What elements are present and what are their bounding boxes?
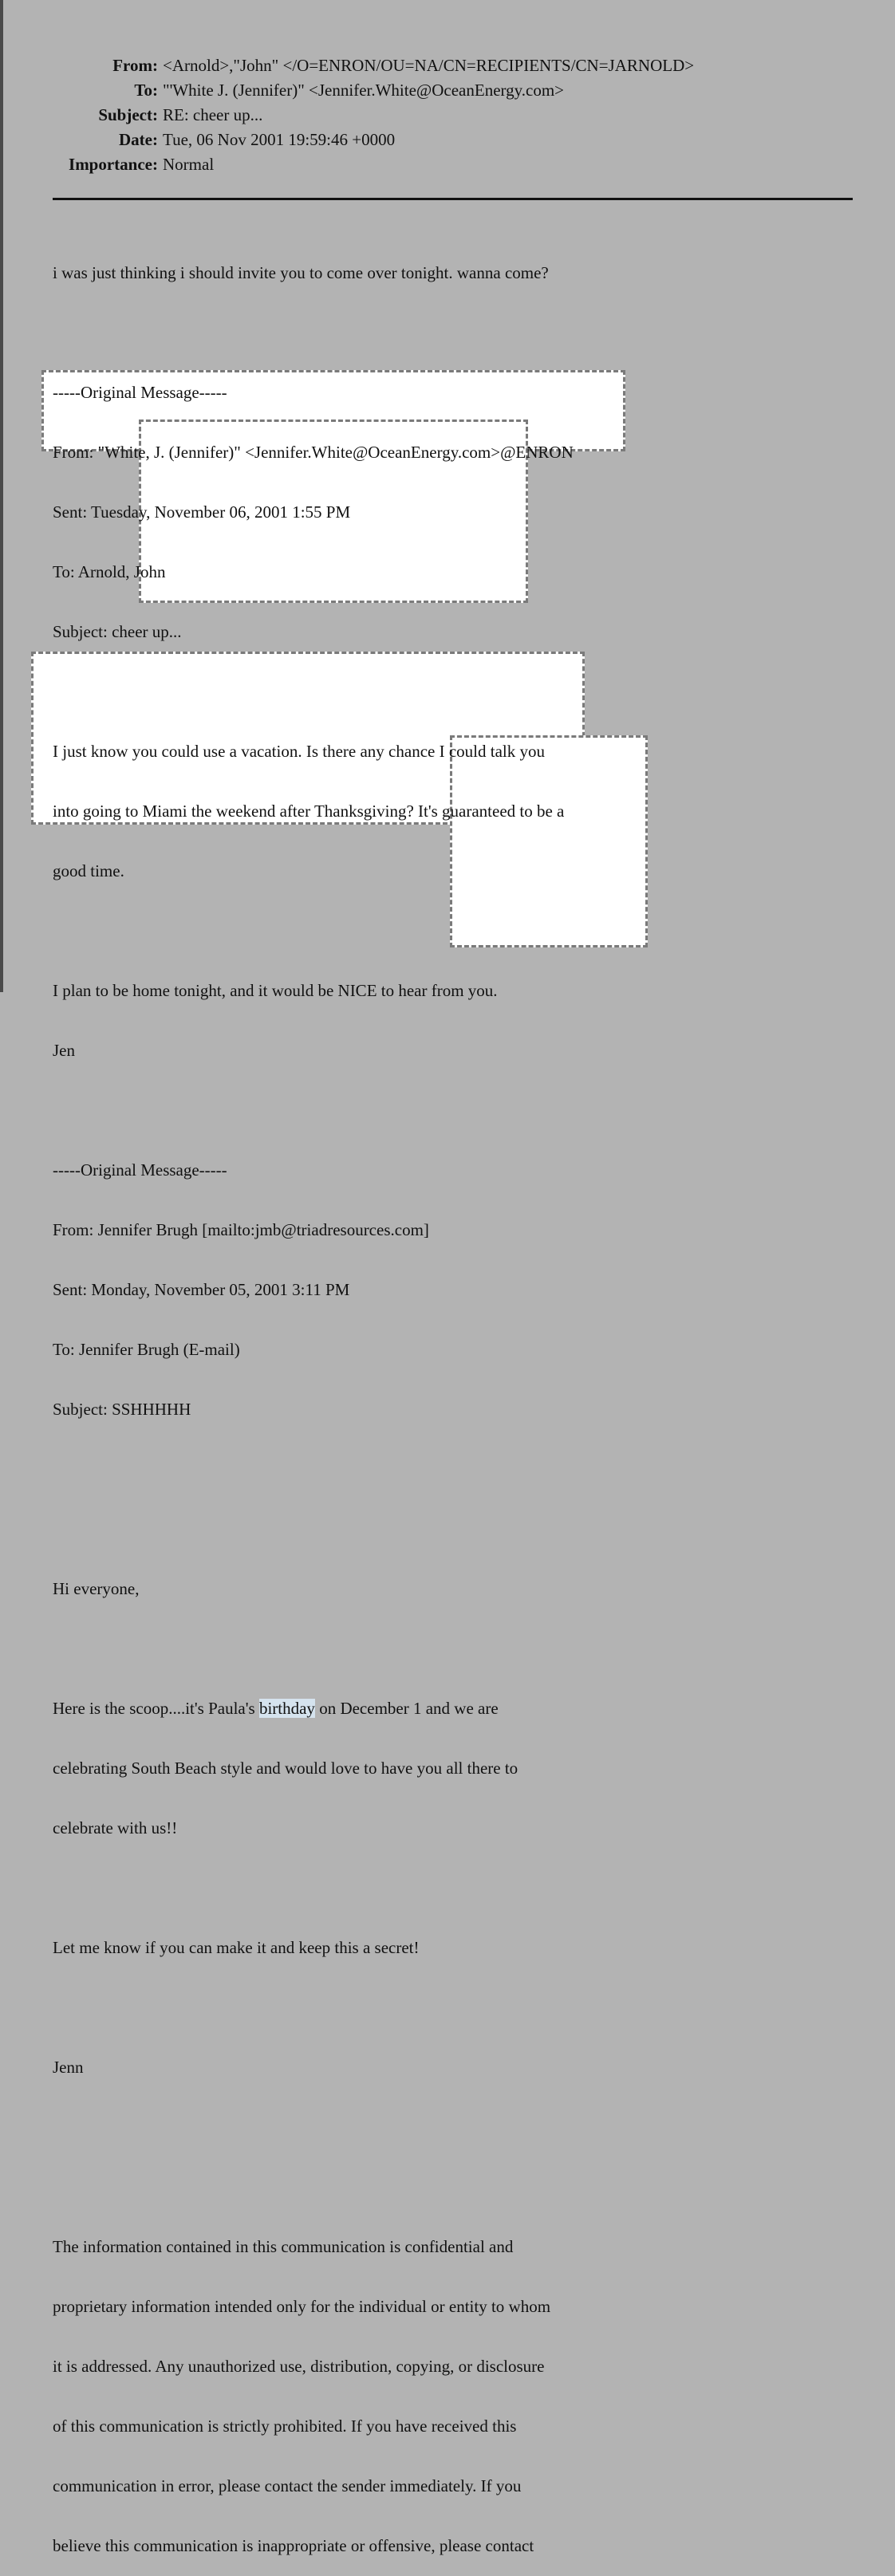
message-line: into going to Miami the weekend after Thanksgiving? It's guaranteed to be a [53,802,565,821]
message-line: celebrate with us!! [53,1818,178,1837]
original-message-divider: -----Original Message----- [53,1160,227,1180]
reply-text: i was just thinking i should invite you to come over tonight. wanna come? [53,263,549,282]
highlighted-word: birthday [258,1699,315,1718]
email-body [53,223,882,2576]
email-header [0,53,798,177]
message-line: Let me know if you can make it and keep this a secret! [53,1938,420,1957]
greeting: Hi everyone, [53,1579,140,1598]
original-to: To: Arnold, John [53,562,166,581]
original-subject: Subject: SSHHHHH [53,1400,191,1419]
from-value: <Arnold>,"John" </O=ENRON/OU=NA/CN=RECIPIENTS/CN=JARNOLD> [163,56,695,75]
signature: Jen [53,1041,75,1060]
original-to: To: Jennifer Brugh (E-mail) [53,1340,240,1359]
disclaimer-line: communication in error, please contact the sender immediately. If you [53,2476,522,2495]
header-from-row [0,53,798,78]
header-subject-row [0,103,798,128]
importance-label: Importance: [69,155,158,174]
message-line: I plan to be home tonight, and it would be NICE to hear from you. [53,981,498,1000]
disclaimer-line: proprietary information intended only for the individual or entity to whom [53,2297,551,2316]
disclaimer-line: The information contained in this communication is confidential and [53,2237,514,2256]
subject-label: Subject: [98,105,158,124]
to-value: "'White J. (Jennifer)" <Jennifer.White@OceanEnergy.com> [163,81,565,100]
message-text: Here is the scoop....it's Paula's [53,1699,259,1718]
importance-value: Normal [163,155,215,174]
header-divider [53,198,853,200]
message-line [53,1699,882,1719]
to-label: To: [134,81,158,100]
original-sent: Sent: Tuesday, November 06, 2001 1:55 PM [53,502,351,522]
disclaimer-line: believe this communication is inappropriate or offensive, please contact [53,2536,534,2555]
signature: Jenn [53,2058,84,2077]
header-importance-row [0,152,798,177]
message-line: I just know you could use a vacation. Is there any chance I could talk you [53,742,545,761]
from-label: From: [112,56,158,75]
original-message-divider: -----Original Message----- [53,383,227,402]
message-text: on December 1 and we are [314,1699,499,1718]
date-label: Date: [119,130,158,149]
disclaimer-line: it is addressed. Any unauthorized use, distribution, copying, or disclosure [53,2357,545,2376]
header-to-row [0,78,798,103]
message-line: celebrating South Beach style and would love to have you all there to [53,1759,518,1778]
original-sent: Sent: Monday, November 05, 2001 3:11 PM [53,1280,350,1299]
message-line: good time. [53,861,124,880]
header-date-row [0,128,798,152]
original-subject: Subject: cheer up... [53,622,182,641]
subject-value: RE: cheer up... [163,105,263,124]
original-from: From: "White, J. (Jennifer)" <Jennifer.White@OceanEnergy.com>@ENRON [53,443,574,462]
original-from: From: Jennifer Brugh [mailto:jmb@triadresources.com] [53,1220,429,1239]
disclaimer-line: of this communication is strictly prohibited. If you have received this [53,2416,517,2436]
date-value: Tue, 06 Nov 2001 19:59:46 +0000 [163,130,396,149]
